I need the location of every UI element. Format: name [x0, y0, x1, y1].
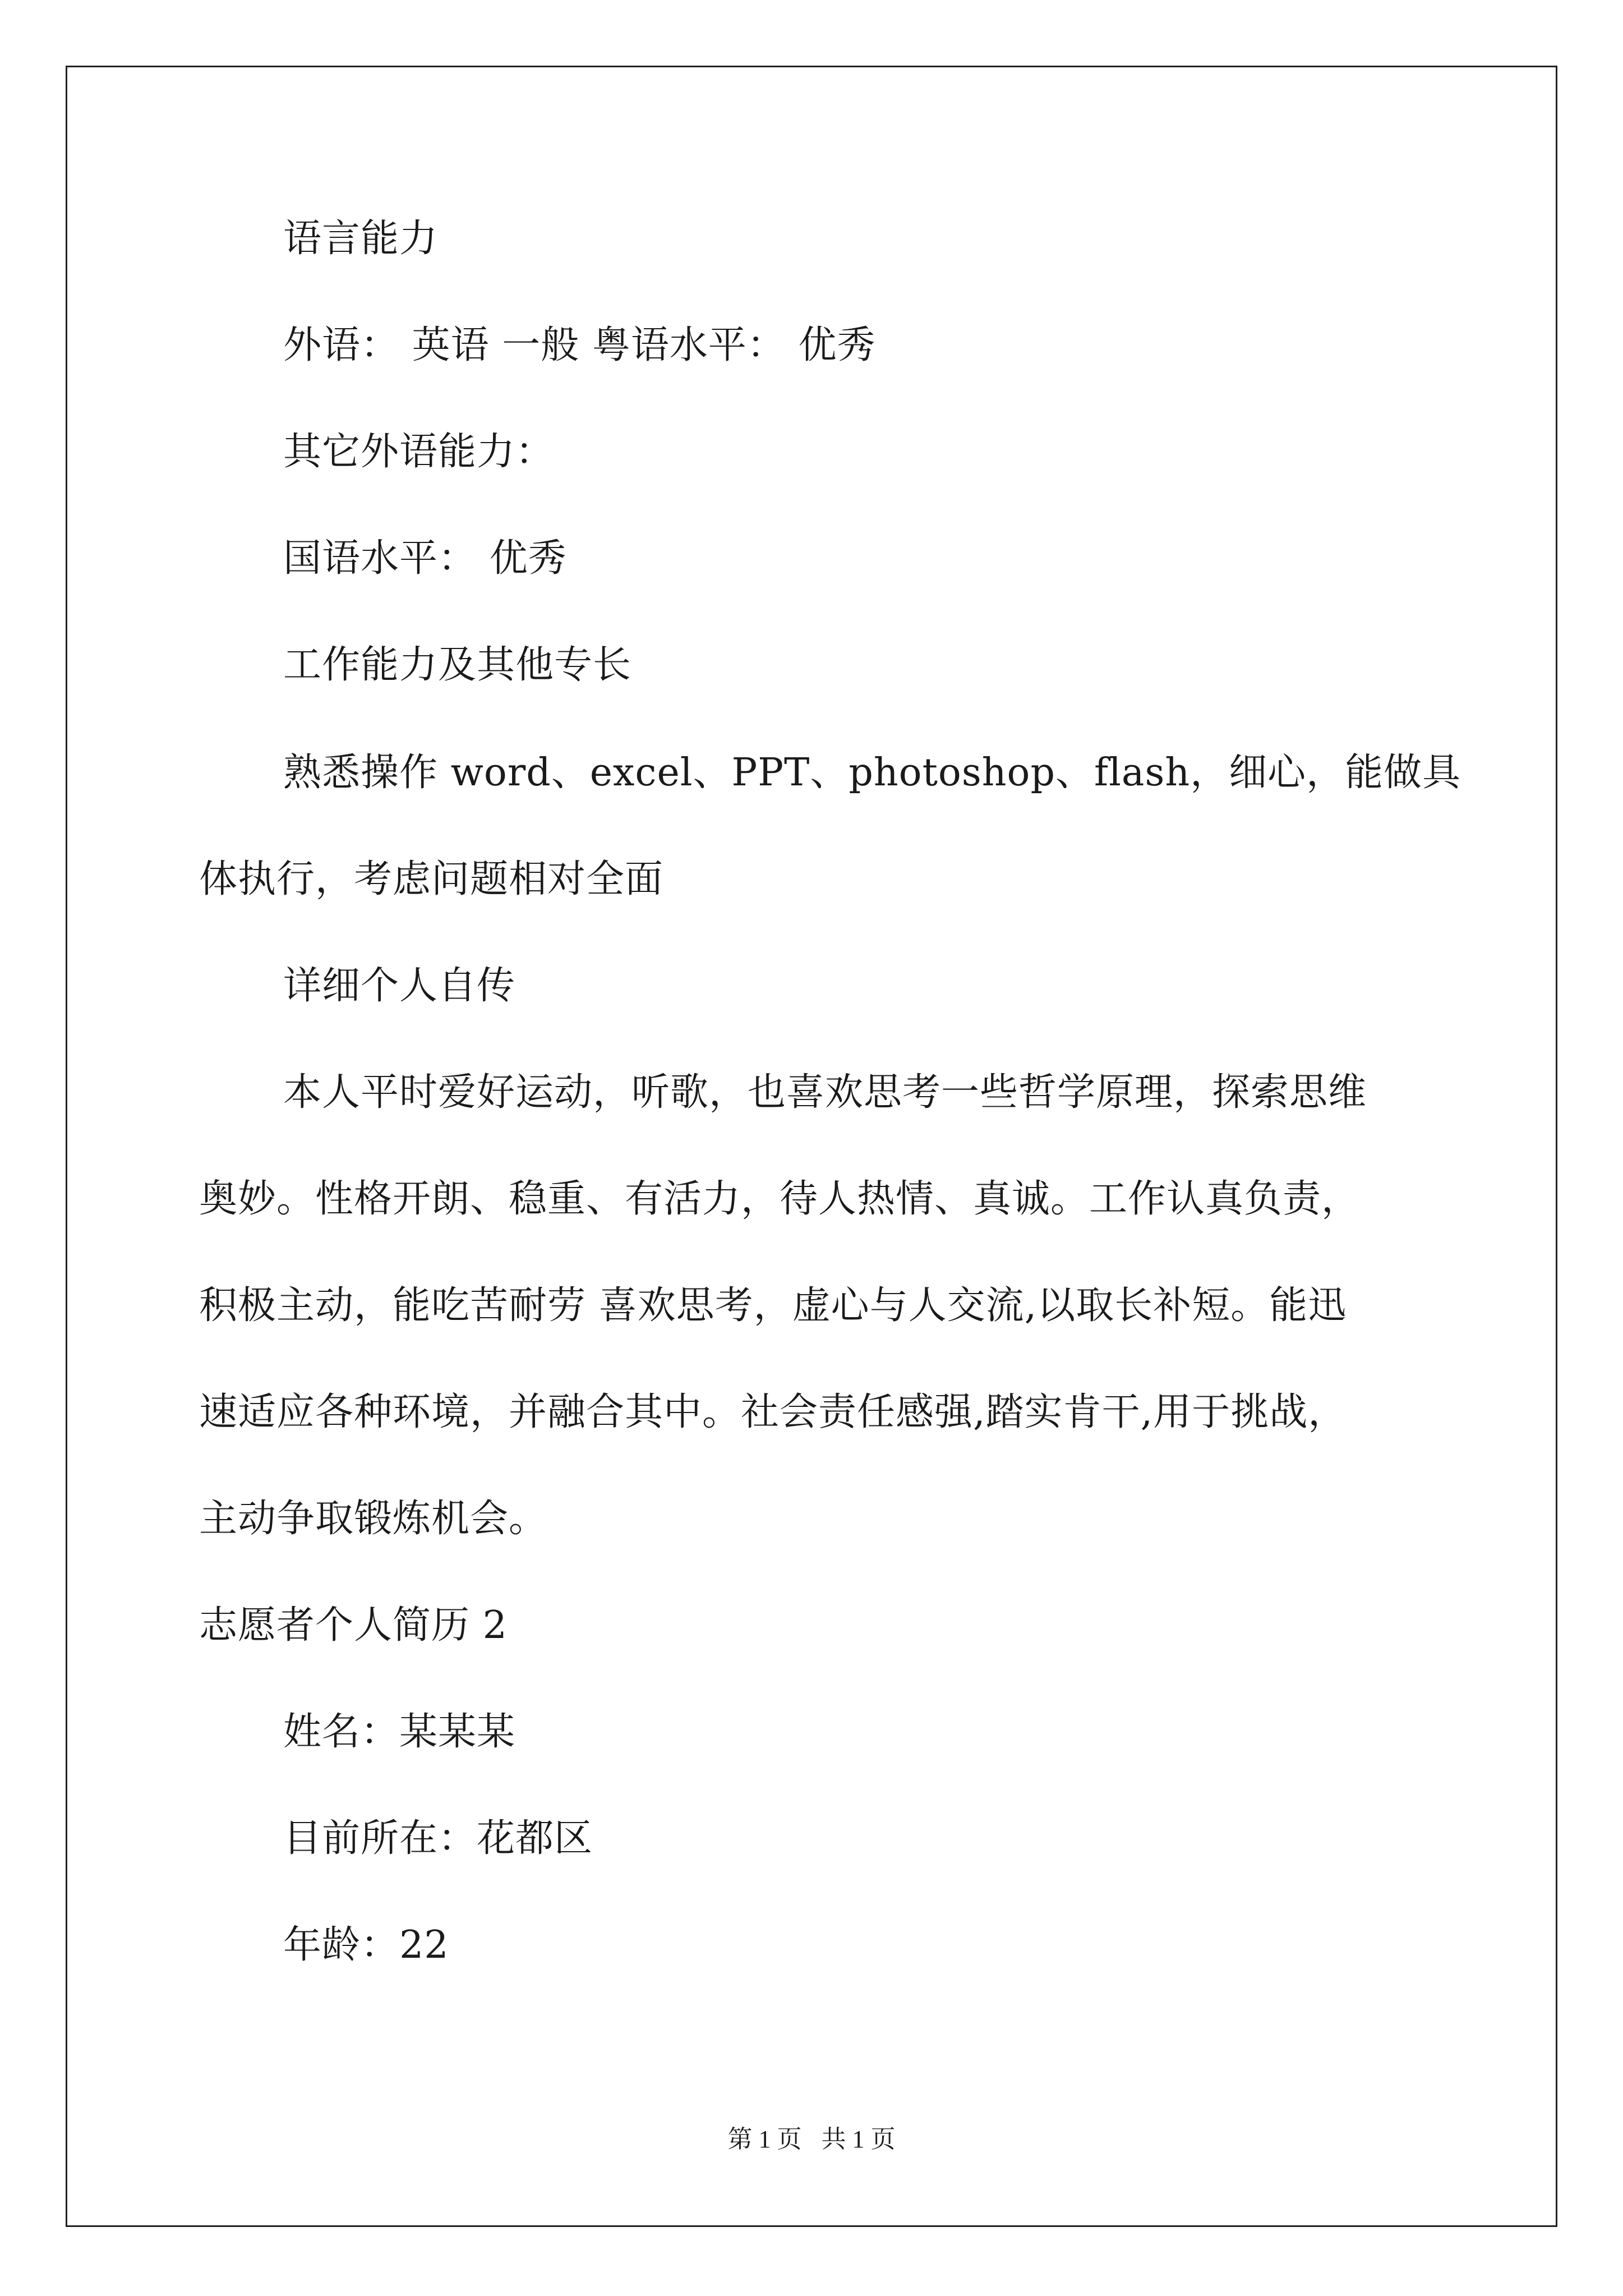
section-heading-language: 语言能力 [283, 217, 439, 261]
name-line: 姓名：某某某 [283, 1710, 516, 1754]
autobiography-line-5: 主动争取锻炼机会。 [199, 1497, 548, 1541]
skills-line-2: 体执行，考虑问题相对全面 [199, 857, 664, 901]
page-number: 第 1 页 [727, 2125, 802, 2153]
section-heading-skills: 工作能力及其他专长 [283, 643, 632, 687]
page-border [66, 66, 1557, 2227]
section-heading-autobiography: 详细个人自传 [283, 964, 516, 1008]
age-line: 年龄：22 [283, 1923, 449, 1967]
autobiography-line-3: 积极主动，能吃苦耐劳 喜欢思考，虚心与人交流,以取长补短。能迅 [199, 1283, 1347, 1328]
autobiography-line-1: 本人平时爱好运动，听歌，也喜欢思考一些哲学原理，探索思维 [283, 1070, 1367, 1115]
autobiography-line-4: 速适应各种环境，并融合其中。社会责任感强,踏实肯干,用于挑战， [199, 1390, 1347, 1434]
page-total: 共 1 页 [821, 2125, 896, 2153]
location-line: 目前所在：花都区 [283, 1816, 593, 1861]
foreign-language-line: 外语： 英语 一般 粤语水平： 优秀 [283, 323, 876, 367]
autobiography-line-2: 奥妙。性格开朗、稳重、有活力，待人热情、真诚。工作认真负责， [199, 1177, 1361, 1221]
other-language-line: 其它外语能力： [283, 430, 555, 474]
mandarin-level-line: 国语水平： 优秀 [283, 536, 567, 581]
skills-line-1: 熟悉操作 word、excel、PPT、photoshop、flash，细心，能做具 [283, 751, 1461, 795]
resume-title: 志愿者个人简历 2 [199, 1603, 508, 1648]
page-footer [0, 2123, 1623, 2156]
